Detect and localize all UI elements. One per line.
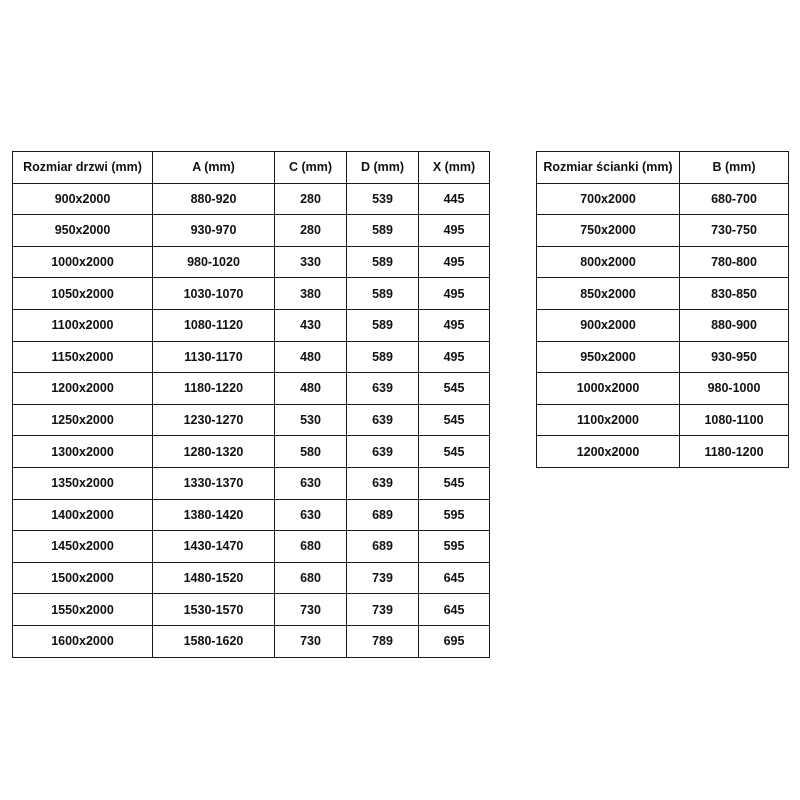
cell-a: 1230-1270	[153, 404, 275, 436]
cell-d: 589	[347, 341, 419, 373]
table-row	[13, 562, 490, 594]
table-row	[13, 183, 490, 215]
cell-a: 1180-1220	[153, 373, 275, 405]
cell-d: 639	[347, 436, 419, 468]
cell-d: 589	[347, 215, 419, 247]
table-row	[537, 309, 789, 341]
cell-d: 639	[347, 404, 419, 436]
cell-a: 1580-1620	[153, 625, 275, 657]
cell-x: 545	[419, 436, 490, 468]
cell-door-size: 900x2000	[13, 183, 153, 215]
table-header-row	[13, 152, 490, 184]
cell-x: 445	[419, 183, 490, 215]
cell-b: 880-900	[680, 309, 789, 341]
cell-c: 330	[275, 246, 347, 278]
cell-door-size: 1450x2000	[13, 531, 153, 563]
cell-x: 495	[419, 215, 490, 247]
cell-wall-size: 1000x2000	[537, 373, 680, 405]
cell-wall-size: 900x2000	[537, 309, 680, 341]
cell-door-size: 950x2000	[13, 215, 153, 247]
cell-wall-size: 1100x2000	[537, 404, 680, 436]
table-row	[537, 373, 789, 405]
cell-b: 780-800	[680, 246, 789, 278]
cell-a: 1280-1320	[153, 436, 275, 468]
table-row	[537, 183, 789, 215]
cell-b: 1180-1200	[680, 436, 789, 468]
cell-door-size: 1350x2000	[13, 467, 153, 499]
cell-x: 495	[419, 341, 490, 373]
cell-c: 730	[275, 625, 347, 657]
column-header-b: B (mm)	[680, 152, 789, 184]
column-header-door-size: Rozmiar drzwi (mm)	[13, 152, 153, 184]
cell-d: 689	[347, 531, 419, 563]
cell-wall-size: 1200x2000	[537, 436, 680, 468]
cell-a: 1330-1370	[153, 467, 275, 499]
table-row	[13, 341, 490, 373]
cell-c: 380	[275, 278, 347, 310]
cell-c: 430	[275, 309, 347, 341]
cell-b: 980-1000	[680, 373, 789, 405]
table-row	[13, 531, 490, 563]
table-row	[537, 404, 789, 436]
cell-x: 545	[419, 404, 490, 436]
column-header-a: A (mm)	[153, 152, 275, 184]
cell-door-size: 1400x2000	[13, 499, 153, 531]
cell-door-size: 1050x2000	[13, 278, 153, 310]
cell-a: 1080-1120	[153, 309, 275, 341]
table-row	[13, 215, 490, 247]
cell-d: 639	[347, 467, 419, 499]
cell-x: 595	[419, 499, 490, 531]
table-row	[537, 278, 789, 310]
table-row	[13, 467, 490, 499]
cell-b: 680-700	[680, 183, 789, 215]
cell-x: 645	[419, 562, 490, 594]
table-row	[13, 278, 490, 310]
cell-b: 830-850	[680, 278, 789, 310]
cell-door-size: 1200x2000	[13, 373, 153, 405]
cell-c: 730	[275, 594, 347, 626]
cell-a: 1530-1570	[153, 594, 275, 626]
column-header-x: X (mm)	[419, 152, 490, 184]
cell-c: 680	[275, 531, 347, 563]
cell-door-size: 1150x2000	[13, 341, 153, 373]
doors-dimension-table	[12, 151, 490, 658]
cell-wall-size: 750x2000	[537, 215, 680, 247]
column-header-wall-size: Rozmiar ścianki (mm)	[537, 152, 680, 184]
cell-d: 689	[347, 499, 419, 531]
cell-x: 695	[419, 625, 490, 657]
table-row	[537, 246, 789, 278]
cell-d: 589	[347, 278, 419, 310]
wall-panel-dimension-table	[536, 151, 789, 468]
cell-c: 580	[275, 436, 347, 468]
table-row	[13, 404, 490, 436]
cell-d: 639	[347, 373, 419, 405]
table-row	[13, 499, 490, 531]
cell-door-size: 1000x2000	[13, 246, 153, 278]
cell-door-size: 1250x2000	[13, 404, 153, 436]
cell-a: 1480-1520	[153, 562, 275, 594]
cell-wall-size: 700x2000	[537, 183, 680, 215]
cell-c: 680	[275, 562, 347, 594]
cell-wall-size: 800x2000	[537, 246, 680, 278]
cell-a: 980-1020	[153, 246, 275, 278]
cell-door-size: 1500x2000	[13, 562, 153, 594]
cell-a: 1130-1170	[153, 341, 275, 373]
cell-c: 480	[275, 373, 347, 405]
column-header-c: C (mm)	[275, 152, 347, 184]
table-header-row	[537, 152, 789, 184]
cell-x: 595	[419, 531, 490, 563]
cell-d: 589	[347, 309, 419, 341]
cell-d: 539	[347, 183, 419, 215]
cell-x: 495	[419, 246, 490, 278]
table-row	[13, 625, 490, 657]
cell-c: 280	[275, 183, 347, 215]
table-row	[537, 436, 789, 468]
table-row	[13, 246, 490, 278]
cell-x: 495	[419, 309, 490, 341]
cell-c: 480	[275, 341, 347, 373]
cell-door-size: 1100x2000	[13, 309, 153, 341]
table-row	[13, 309, 490, 341]
table-row	[537, 215, 789, 247]
cell-d: 589	[347, 246, 419, 278]
table-row	[537, 341, 789, 373]
cell-c: 630	[275, 499, 347, 531]
table-row	[13, 436, 490, 468]
cell-d: 789	[347, 625, 419, 657]
cell-a: 930-970	[153, 215, 275, 247]
cell-x: 545	[419, 373, 490, 405]
cell-b: 730-750	[680, 215, 789, 247]
cell-d: 739	[347, 562, 419, 594]
cell-door-size: 1600x2000	[13, 625, 153, 657]
cell-b: 1080-1100	[680, 404, 789, 436]
cell-a: 1430-1470	[153, 531, 275, 563]
cell-door-size: 1550x2000	[13, 594, 153, 626]
cell-b: 930-950	[680, 341, 789, 373]
cell-c: 630	[275, 467, 347, 499]
cell-a: 880-920	[153, 183, 275, 215]
cell-d: 739	[347, 594, 419, 626]
table-row	[13, 373, 490, 405]
cell-c: 280	[275, 215, 347, 247]
cell-c: 530	[275, 404, 347, 436]
cell-wall-size: 950x2000	[537, 341, 680, 373]
cell-a: 1380-1420	[153, 499, 275, 531]
cell-x: 495	[419, 278, 490, 310]
cell-x: 645	[419, 594, 490, 626]
cell-a: 1030-1070	[153, 278, 275, 310]
column-header-d: D (mm)	[347, 152, 419, 184]
cell-door-size: 1300x2000	[13, 436, 153, 468]
cell-x: 545	[419, 467, 490, 499]
cell-wall-size: 850x2000	[537, 278, 680, 310]
table-row	[13, 594, 490, 626]
